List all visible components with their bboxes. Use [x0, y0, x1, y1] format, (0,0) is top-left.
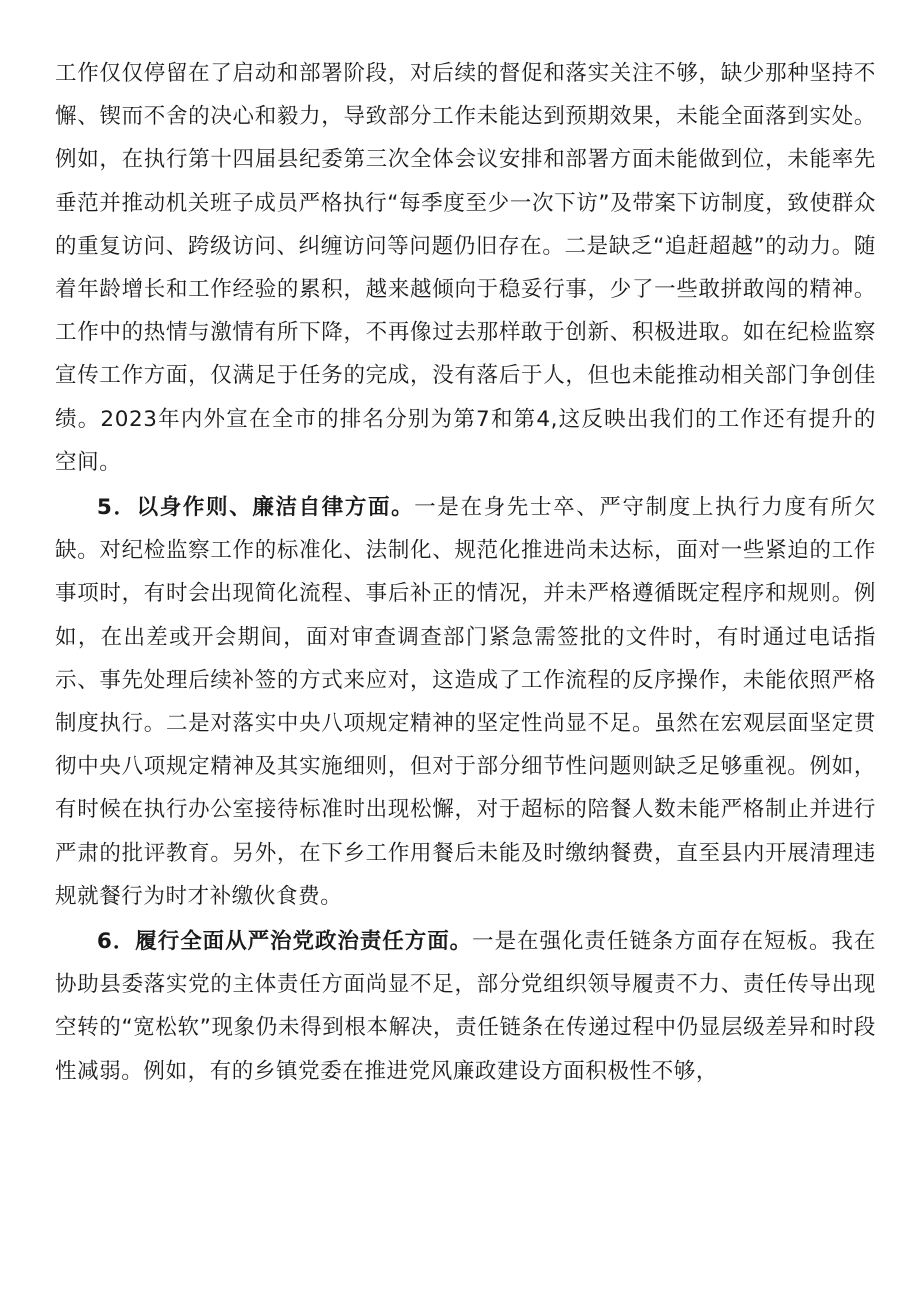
paragraph-text: 一是在强化责任链条方面存在短板。我在协助县委落实党的主体责任方面尚显不足，部分党组织领导履责不力、责任传导出现空转的“宽松软”现象仍未得到根本解决，责任链条在传递过程中仍显层级差异和时段性减弱。例如，有的乡镇党委在推进党风廉政建设方面积极性不够，	[55, 929, 876, 1084]
paragraph-section-6	[55, 920, 876, 1093]
paragraph-text: 工作仅仅停留在了启动和部署阶段，对后续的督促和落实关注不够，缺少那种坚持不懈、锲而不舍的决心和毅力，导致部分工作未能达到预期效果，未能全面落到实处。例如，在执行第十四届县纪委第三次全体会议安排和部署方面未能做到位，未能率先垂范并推动机关班子成员严格执行“每季度至少一次下访”及带案下访制度，致使群众的重复访问、跨级访问、纠缠访问等问题仍旧存在。二是缺乏“追赶超越”的动力。随着年龄增长和工作经验的累积，越来越倾向于稳妥行事，少了一些敢拼敢闯的精神。工作中的热情与激情有所下降，不再像过去那样敢于创新、积极进取。如在纪检监察宣传工作方面，仅满足于任务的完成，没有落后于人，但也未能推动相关部门争创佳绩。2023年内外宣在全市的排名分别为第7和第4,这反映出我们的工作还有提升的空间。	[55, 61, 876, 475]
paragraph-section-5	[55, 486, 876, 918]
paragraph-text: 一是在身先士卒、严守制度上执行力度有所欠缺。对纪检监察工作的标准化、法制化、规范化推进尚未达标，面对一些紧迫的工作事项时，有时会出现简化流程、事后补正的情况，并未严格遵循既定程序和规则。例如，在出差或开会期间，面对审查调查部门紧急需签批的文件时，有时通过电话指示、事先处理后续补签的方式来应对，这造成了工作流程的反序操作，未能依照严格制度执行。二是对落实中央八项规定精神的坚定性尚显不足。虽然在宏观层面坚定贯彻中央八项规定精神及其实施细则，但对于部分细节性问题则缺乏足够重视。例如，有时候在执行办公室接待标准时出现松懈，对于超标的陪餐人数未能严格制止并进行严肃的批评教育。另外，在下乡工作用餐后未能及时缴纳餐费，直至县内开展清理违规就餐行为时才补缴伙食费。	[55, 495, 876, 909]
paragraph-continuation	[55, 52, 876, 484]
section-heading: 6．履行全面从严治党政治责任方面。	[96, 929, 473, 955]
section-heading: 5．以身作则、廉洁自律方面。	[96, 495, 415, 521]
